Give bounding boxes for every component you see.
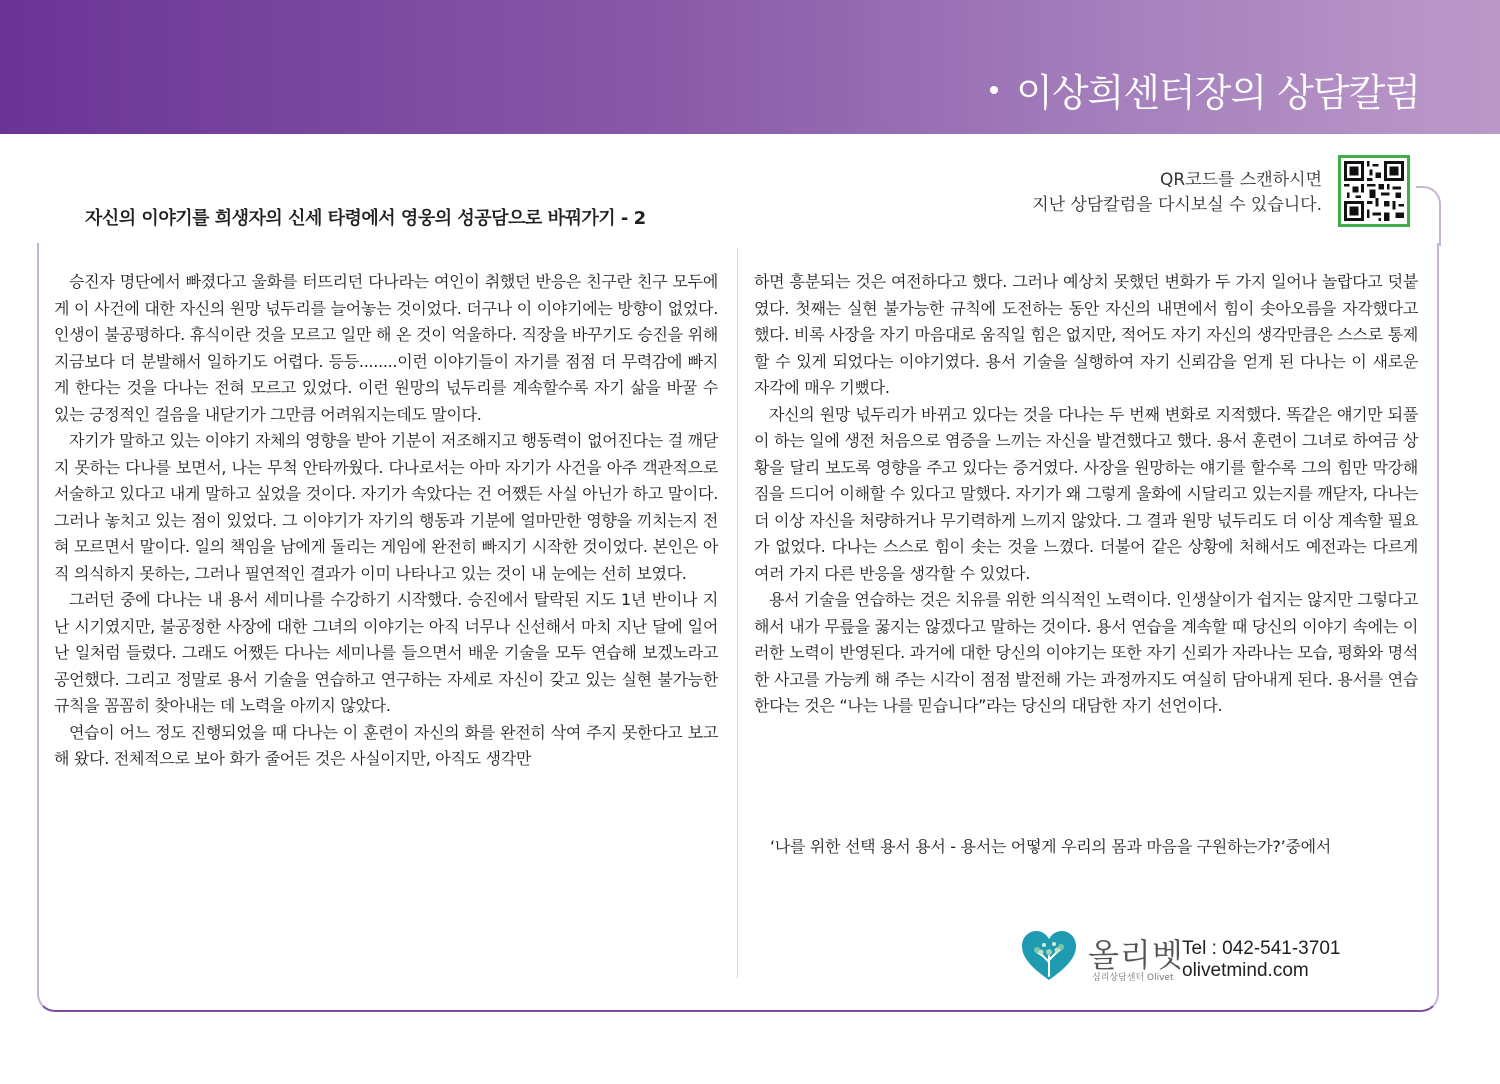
qr-caption-line: 지난 상담칼럼을 다시보실 수 있습니다.	[1032, 195, 1322, 215]
qr-code-icon[interactable]	[1338, 155, 1410, 227]
column-divider	[737, 248, 738, 978]
website-link[interactable]: olivetmind.com	[1182, 960, 1309, 981]
header-banner	[0, 0, 1500, 134]
page-title: 이상희센터장의 상담칼럼	[1016, 71, 1420, 115]
paragraph: 그러던 중에 다나는 내 용서 세미나를 수강하기 시작했다. 승진에서 탈락된 지도 1년 반이나 지난 시기였지만, 불공정한 사장에 대한 그녀의 이야기는 아직 너무나 신선해서 마치 지난 달에 일어난 일처럼 들렸다. 그래도 어쨌든 다나는 세미나를 들으면서 배운 기술을 모두 연습해 보겠노라고 공언했다. 그리고 정말로 용서 기술을 연습하고 연구하는 자세로 자신이 갖고 있는 실현 불가능한 규칙을 꼼꼼히 찾아내는 데 노력을 아끼지 않았다.	[54, 590, 718, 715]
frame-corner	[1416, 186, 1441, 246]
contact-info	[1182, 938, 1340, 982]
qr-caption-line: QR코드를 스캔하시면	[1160, 170, 1322, 190]
heart-tree-icon	[1020, 930, 1078, 982]
source-citation: ‘나를 위한 선택 용서 용서 - 용서는 어떻게 우리의 몸과 마음을 구원하는가?’중에서	[770, 837, 1331, 856]
paragraph: 연습이 어느 정도 진행되었을 때 다나는 이 훈련이 자신의 화를 완전히 삭여 주지 못한다고 보고해 왔다. 전체적으로 보아 화가 줄어든 것은 사실이지만, 아직도 생각만	[54, 722, 718, 768]
bullet-dot	[990, 86, 998, 94]
paragraph: 자신의 원망 넋두리가 바뀌고 있다는 것을 다나는 두 번째 변화로 지적했다. 똑같은 얘기만 되풀이 하는 일에 생전 처음으로 염증을 느끼는 자신을 발견했다고 했다. 용서 훈련이 그녀로 하여금 상황을 달리 보도록 영향을 주고 있다는 증거였다. 사장을 원망하는 얘기를 할수록 그의 힘만 막강해 짐을 드디어 이해할 수 있다고 말했다. 자기가 왜 그렇게 울화에 시달리고 있는지를 깨닫자, 다나는 더 이상 자신을 처량하거나 무기력하게 느끼지 않았다. 그 결과 원망 넋두리도 더 이상 계속할 필요가 없었다. 다나는 스스로 힘이 솟는 것을 느꼈다. 더불어 같은 상황에 처해서도 예전과는 다르게 여러 가지 다른 반응을 생각할 수 있었다.	[754, 404, 1418, 583]
phone-number: Tel : 042-541-3701	[1182, 938, 1341, 959]
paragraph: 하면 흥분되는 것은 여전하다고 했다. 그러나 예상치 못했던 변화가 두 가지 일어나 놀랍다고 덧붙였다. 첫째는 실현 불가능한 규칙에 도전하는 동안 자신의 내면에서 힘이 솟아오름을 자각했다고 했다. 비록 사장을 자기 마음대로 움직일 힘은 없지만, 적어도 자기 자신의 생각만큼은 스스로 통제할 수 있게 되었다는 이야기였다. 용서 기술을 실행하여 자기 신뢰감을 얻게 된 다나는 이 새로운 자각에 매우 기뻤다.	[754, 272, 1418, 397]
article-subtitle: 자신의 이야기를 희생자의 신세 타령에서 영웅의 성공담으로 바꿔가기 - 2	[85, 208, 646, 229]
article-column-right	[754, 269, 1418, 720]
paragraph: 승진자 명단에서 빠졌다고 울화를 터뜨리던 다나라는 여인이 취했던 반응은 친구란 친구 모두에게 이 사건에 대한 자신의 원망 넋두리를 늘어놓는 것이었다. 더구나 이 이야기에는 방향이 없었다. 인생이 불공평하다. 휴식이란 것을 모르고 일만 해 온 것이 억울하다. 직장을 바꾸기도 승진을 위해 지금보다 더 분발해서 일하기도 어렵다. 등등........이런 이야기들이 자기를 점점 더 무력감에 빠지게 한다는 것을 다나는 전혀 모르고 있었다. 이런 원망의 넋두리를 계속할수록 자기 삶을 바꿀 수 있는 긍정적인 걸음을 내닫기가 그만큼 어려워지는데도 말이다.	[54, 272, 718, 424]
brand-name: 올리벳	[1088, 936, 1184, 974]
brand-subtitle: 심리상담센터 Olivet	[1092, 973, 1174, 983]
qr-caption	[1032, 168, 1322, 218]
article-column-left	[54, 269, 718, 773]
paragraph: 자기가 말하고 있는 이야기 자체의 영향을 받아 기분이 저조해지고 행동력이 없어진다는 걸 깨닫지 못하는 다나를 보면서, 나는 무척 안타까웠다. 다나로서는 아마 자기가 사건을 아주 객관적으로 서술하고 있다고 내게 말하고 싶었을 것이다. 자기가 속았다는 건 어쨌든 사실 아닌가 하고 말이다. 그러나 놓치고 있는 점이 있었다. 그 이야기가 자기의 행동과 기분에 얼마만한 영향을 끼치는지 전혀 모르면서 말이다. 일의 책임을 남에게 돌리는 게임에 완전히 빠지기 시작한 것이었다. 본인은 아직 의식하지 못하는, 그러나 필연적인 결과가 이미 나타나고 있는 것이 내 눈에는 선히 보였다.	[54, 431, 718, 583]
paragraph: 용서 기술을 연습하는 것은 치유를 위한 의식적인 노력이다. 인생살이가 쉽지는 않지만 그렇다고 해서 내가 무릎을 꿇지는 않겠다고 말하는 것이다. 용서 연습을 계속할 때 당신의 이야기 속에는 이러한 노력이 반영된다. 과거에 대한 당신의 이야기는 또한 자기 신뢰가 자라나는 모습, 평화와 명석한 사고를 가능케 해 주는 시각이 점점 발전해 가는 과정까지도 여실히 담아내게 된다. 용서를 연습한다는 것은 “나는 나를 믿습니다”라는 당신의 대담한 자기 선언이다.	[754, 590, 1418, 715]
